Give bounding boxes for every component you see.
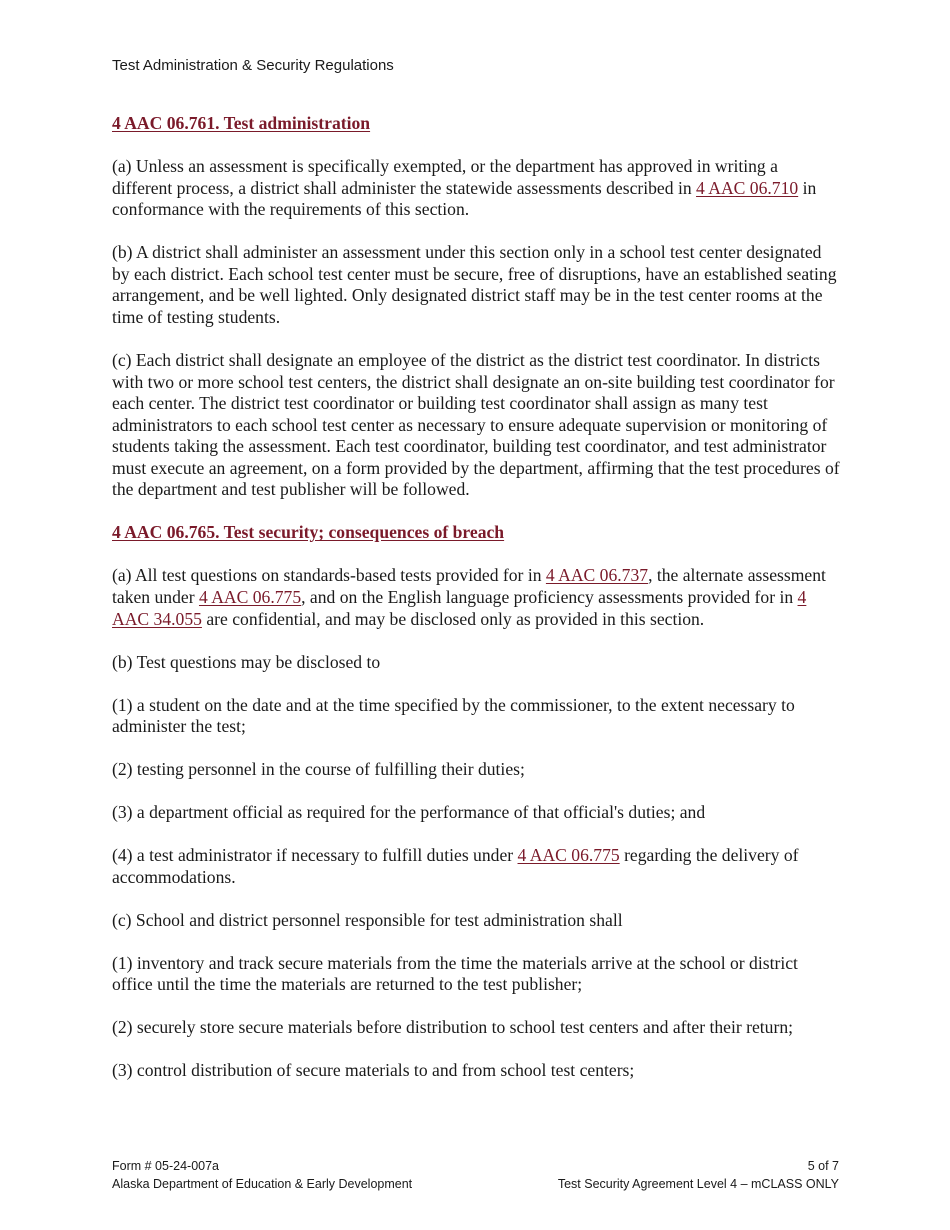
paragraph	[112, 845, 842, 888]
regulation-link[interactable]: 4 AAC 06.775	[198, 587, 302, 608]
paragraph	[112, 156, 842, 221]
paragraph-text: , the alternate assessment taken under	[112, 565, 826, 608]
regulation-link[interactable]: 4 AAC 34.055	[112, 587, 807, 629]
paragraph	[112, 1060, 842, 1082]
paragraph	[112, 953, 842, 996]
paragraph-text: in conformance with the requirements of this section.	[112, 177, 817, 220]
paragraph-text: (3) control distribution of secure materials to and from school test centers;	[112, 1060, 635, 1081]
paragraph-text: (1) a student on the date and at the time specified by the commissioner, to the extent necessary to administer the test;	[112, 694, 795, 737]
paragraph-text: (a) All test questions on standards-based tests provided for in	[112, 565, 546, 586]
paragraph	[112, 695, 842, 738]
paragraph-text: (b) A district shall administer an assessment under this section only in a school test center designated by each district. Each school test center must be secure, free of disruptions, have an established seating arrangement, and be well lighted. Only designated district staff may be in the test center rooms at the time of testing students.	[112, 242, 837, 327]
page-header	[112, 57, 394, 74]
page-indicator: 5 of 7	[807, 1159, 839, 1173]
paragraph	[112, 802, 842, 824]
section-heading: 4 AAC 06.765. Test security; consequences of breach	[112, 522, 505, 543]
footer-left	[112, 1158, 412, 1193]
paragraph-text: (2) securely store secure materials before distribution to school test centers and after their return;	[112, 1017, 794, 1038]
paragraph	[112, 652, 842, 674]
header-title: Test Administration & Security Regulations	[112, 57, 394, 74]
paragraph-text: (1) inventory and track secure materials from the time the materials arrive at the school or district office until the time the materials are returned to the test publisher;	[112, 952, 798, 995]
regulation-link[interactable]: 4 AAC 06.775	[517, 845, 620, 866]
paragraph-text: are confidential, and may be disclosed only as provided in this section.	[201, 608, 705, 629]
paragraph-text: regarding the delivery of accommodations.	[112, 845, 799, 887]
paragraph	[112, 350, 842, 501]
paragraph-text: , and on the English language proficiency assessments provided for in	[301, 587, 798, 608]
regulation-link[interactable]: 4 AAC 06.737	[545, 565, 649, 586]
paragraph	[112, 759, 842, 781]
document-body	[112, 113, 842, 1082]
document-title: Test Security Agreement Level 4 – mCLASS ONLY	[557, 1176, 839, 1191]
form-number: Form # 05-24-007a	[112, 1159, 220, 1173]
paragraph	[112, 565, 842, 630]
paragraph-text: (4) a test administrator if necessary to fulfill duties under	[112, 845, 518, 866]
paragraph-text: (b) Test questions may be disclosed to	[112, 651, 381, 672]
paragraph-text: (c) School and district personnel responsible for test administration shall	[112, 909, 623, 930]
paragraph-text: (2) testing personnel in the course of fulfilling their duties;	[112, 759, 525, 780]
paragraph-text: (c) Each district shall designate an employee of the district as the district test coordinator. In districts with two or more school test centers, the district shall designate an on-site building test coordinator for each center. The district test coordinator or building test coordinator shall assign as many test administrators to each school test center as necessary to ensure adequate supervision or monitoring of students taking the assessment. Each test coordinator, building test coordinator, and test administrator must execute an agreement, on a form provided by the department, affirming that the test procedures of the department and test publisher will be followed.	[112, 349, 840, 500]
organization-name: Alaska Department of Education & Early Development	[112, 1176, 413, 1191]
paragraph-text: (a) Unless an assessment is specifically exempted, or the department has approved in writing a different process, a district shall administer the statewide assessments described in	[112, 155, 778, 198]
paragraph	[112, 1017, 842, 1039]
paragraph	[112, 910, 842, 932]
section-heading: 4 AAC 06.761. Test administration	[112, 113, 371, 133]
paragraph-text: (3) a department official as required for the performance of that official's duties; and	[112, 802, 706, 823]
paragraph	[112, 242, 842, 328]
footer-right	[558, 1158, 839, 1193]
regulation-link[interactable]: 4 AAC 06.710	[696, 177, 799, 198]
